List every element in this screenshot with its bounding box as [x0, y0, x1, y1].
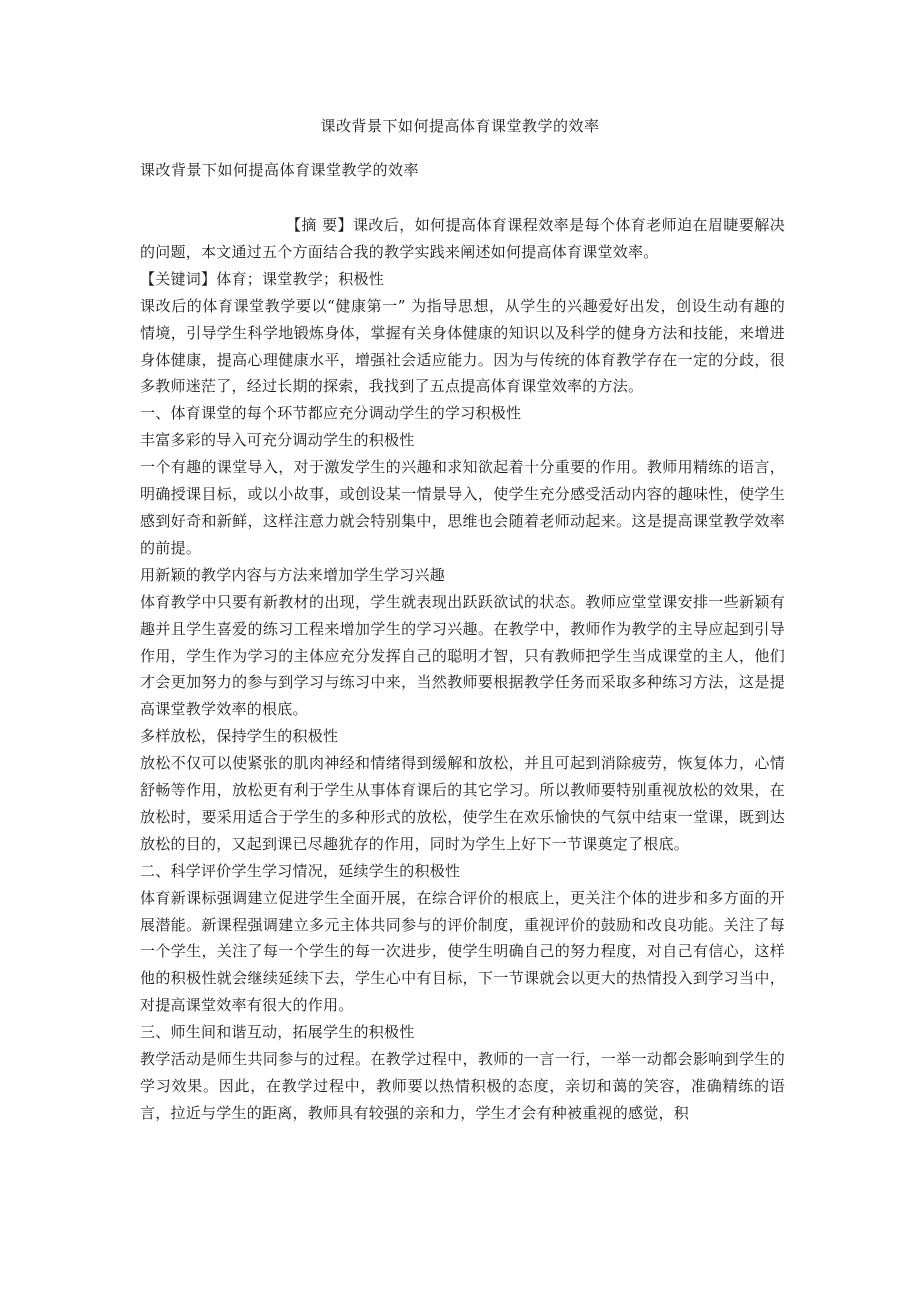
section-heading: 一、体育课堂的每个环节都应充分调动学生的学习积极性 — [140, 404, 522, 423]
subsection-heading: 丰富多彩的导入可充分调动学生的积极性 — [140, 431, 415, 450]
section-heading: 三、师生间和谐互动，拓展学生的积极性 — [140, 1023, 415, 1042]
abstract-paragraph: 【摘 要】课改后，如何提高体育课程效率是每个体育老师迫在眉睫要解决的问题，本文通过五个方面结合我的教学实践来阐述如何提高体育课堂效率。 — [140, 216, 785, 261]
subsection-heading: 用新颖的教学内容与方法来增加学生学习兴趣 — [140, 565, 446, 584]
keywords-line: 【关键词】体育；课堂教学；积极性 — [140, 269, 385, 288]
document-title: 课改背景下如何提高体育课堂教学的效率 — [320, 117, 600, 135]
document-body — [140, 212, 785, 1127]
body-paragraph: 放松不仅可以使紧张的肌肉神经和情绪得到缓解和放松，并且可起到消除疲劳，恢复体力，心情舒畅等作用，放松更有利于学生从事体育课后的其它学习。所以教师要特别重视放松的效果，在放松时，要采用适合于学生的多种形式的放松，使学生在欢乐愉快的气氛中结束一堂课，既到达放松的目的，又起到课已尽趣犹存的作用，同时为学生上好下一节课奠定了根底。 — [140, 754, 785, 853]
body-paragraph: 体育新课标强调建立促进学生全面开展，在综合评价的根底上，更关注个体的进步和多方面的开展潜能。新课程强调建立多元主体共同参与的评价制度，重视评价的鼓励和改良功能。关注了每一个学生，关注了每一个学生的每一次进步，使学生明确自己的努力程度，对自己有信心，这样他的积极性就会继续延续下去，学生心中有目标，下一节课就会以更大的热情投入到学习当中，对提高课堂效率有很大的作用。 — [140, 888, 785, 1015]
body-paragraph: 课改后的体育课堂教学要以“健康第一” 为指导思想，从学生的兴趣爱好出发，创设生动有趣的情境，引导学生科学地锻炼身体，掌握有关身体健康的知识以及科学的健身方法和技能，来增进身体健康，提高心理健康水平，增强社会适应能力。因为与传统的体育教学存在一定的分歧，很多教师迷茫了，经过长期的探索，我找到了五点提高体育课堂效率的方法。 — [140, 296, 785, 396]
body-paragraph: 体育教学中只要有新教材的出现，学生就表现出跃跃欲试的状态。教师应堂堂课安排一些新颖有趣并且学生喜爱的练习工程来增加学生的学习兴趣。在教学中，教师作为教学的主导应起到引导作用，学生作为学习的主体应充分发挥自己的聪明才智，只有教师把学生当成课堂的主人，他们才会更加努力的参与到学习与练习中来，当然教师要根据教学任务而采取多种练习方法，这是提高课堂教学效率的根底。 — [140, 592, 785, 719]
document-subtitle: 课改背景下如何提高体育课堂教学的效率 — [140, 161, 420, 179]
body-paragraph: 一个有趣的课堂导入，对于激发学生的兴趣和求知欲起着十分重要的作用。教师用精练的语言，明确授课目标，或以小故事，或创设某一情景导入，使学生充分感受活动内容的趣味性，使学生感到好奇和新鲜，这样注意力就会特别集中，思维也会随着老师动起来。这是提高课堂教学效率的前提。 — [140, 458, 785, 557]
body-paragraph: 教学活动是师生共同参与的过程。在教学过程中，教师的一言一行，一举一动都会影响到学生的学习效果。因此，在教学过程中，教师要以热情积极的态度，亲切和蔼的笑容，准确精练的语言，拉近与学生的距离，教师具有较强的亲和力，学生才会有种被重视的感觉，积 — [140, 1050, 785, 1122]
section-heading: 二、科学评价学生学习情况，延续学生的积极性 — [140, 861, 461, 880]
subsection-heading: 多样放松，保持学生的积极性 — [140, 727, 339, 746]
